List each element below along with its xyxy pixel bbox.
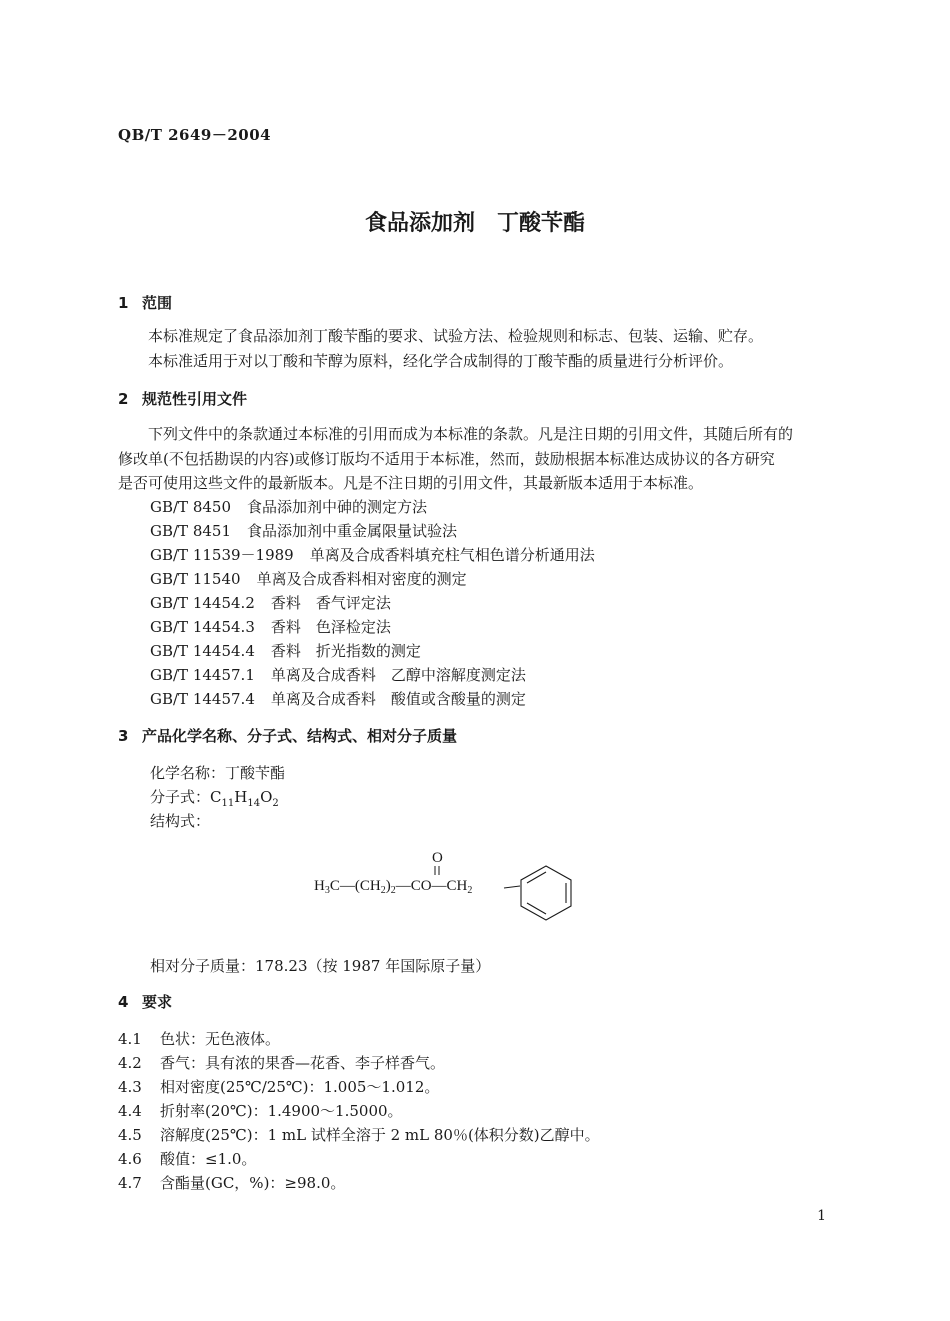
section-title: 范围 [142,294,173,312]
requirement-number: 4.7 [118,1174,142,1192]
reference-item [150,544,595,565]
section-number: 1 [118,294,129,312]
reference-title: 单离及合成香料 乙醇中溶解度测定法 [270,666,526,684]
section-title: 要求 [142,993,173,1011]
structural-formula [310,846,590,926]
benzene-ring [521,866,571,920]
requirement-item [118,1100,403,1121]
requirement-item [118,1076,439,1097]
reference-item [150,664,526,685]
reference-item [150,640,421,661]
document-title: 食品添加剂 丁酸苄酯 [364,211,585,236]
requirement-text: 色状：无色液体。 [160,1030,281,1048]
reference-title: 香料 色泽检定法 [270,618,391,636]
requirement-item [118,1028,280,1049]
chemical-name: 丁酸苄酯 [225,764,286,782]
requirement-number: 4.6 [118,1150,142,1168]
structure-label: 结构式： [150,812,211,830]
section-title: 规范性引用文件 [142,390,248,408]
paragraph: 本标准规定了食品添加剂丁酸苄酯的要求、试验方法、检验规则和标志、包装、运输、贮存。 [148,327,764,345]
standard-number: QB/T 2649－2004 [118,126,272,144]
page-number: 1 [817,1208,826,1224]
requirement-number: 4.4 [118,1102,142,1120]
reference-title: 食品添加剂中砷的测定方法 [247,498,428,516]
reference-code: GB/T 14454.3 [150,618,255,636]
reference-title: 香料 折光指数的测定 [270,642,421,660]
reference-title: 食品添加剂中重金属限量试验法 [247,522,458,540]
chemical-name-label: 化学名称： [150,764,226,782]
section-title: 产品化学名称、分子式、结构式、相对分子质量 [142,727,458,745]
requirement-item [118,1124,600,1145]
requirement-text: 含酯量(GC，%)：≥98.0。 [160,1174,346,1192]
reference-item [150,520,457,541]
reference-code: GB/T 8451 [150,522,232,540]
reference-item [150,688,526,709]
reference-item [150,592,391,613]
requirement-item [118,1052,445,1073]
reference-code: GB/T 14457.4 [150,690,255,708]
paragraph-line: 是否可使用这些文件的最新版本。凡是不注日期的引用文件，其最新版本适用于本标准。 [118,474,704,492]
reference-code: GB/T 14457.1 [150,666,255,684]
structure-chain: $H_3C—(CH_2)_2—CO—CH_2$ [314,878,473,896]
requirement-number: 4.5 [118,1126,142,1144]
requirement-text: 香气：具有浓的果香—花香、李子样香气。 [160,1054,446,1072]
reference-code: GB/T 11540 [150,570,241,588]
requirement-text: 相对密度(25℃/25℃)：1.005～1.012。 [160,1078,440,1096]
reference-item [150,616,391,637]
reference-title: 单离及合成香料相对密度的测定 [256,570,467,588]
requirement-item [118,1148,256,1169]
paragraph-line: 下列文件中的条款通过本标准的引用而成为本标准的条款。凡是注日期的引用文件，其随后所有的 [148,425,794,443]
molecular-mass: 相对分子质量：178.23（按 1987 年国际原子量） [150,957,491,975]
reference-item [150,496,427,517]
reference-title: 单离及合成香料填充柱气相色谱分析通用法 [309,546,595,564]
reference-title: 香料 香气评定法 [270,594,391,612]
formula-label: 分子式： [150,788,211,806]
section-4-heading [118,991,172,1012]
section-2-heading [118,388,247,409]
paragraph-line: 修改单(不包括勘误的内容)或修订版均不适用于本标准，然而，鼓励根据本标准达成协议的各方研究 [118,450,775,468]
requirement-text: 酸值：≤1.0。 [160,1150,257,1168]
reference-code: GB/T 11539－1989 [150,546,294,564]
carbonyl-oxygen: O [432,850,443,866]
reference-code: GB/T 14454.2 [150,594,255,612]
section-1-heading [118,292,172,313]
requirement-text: 溶解度(25℃)：1 mL 试样全溶于 2 mL 80％(体积分数)乙醇中。 [160,1126,600,1144]
reference-code: GB/T 8450 [150,498,232,516]
section-number: 3 [118,727,129,745]
requirement-number: 4.3 [118,1078,142,1096]
requirement-text: 折射率(20℃)：1.4900～1.5000。 [160,1102,403,1120]
paragraph: 本标准适用于对以丁酸和苄醇为原料，经化学合成制得的丁酸苄酯的质量进行分析评价。 [148,352,734,370]
requirement-number: 4.2 [118,1054,142,1072]
reference-title: 单离及合成香料 酸值或含酸量的测定 [270,690,526,708]
molecular-formula: $C_{11}H_{14}O_2$ [210,788,279,809]
section-number: 4 [118,993,129,1011]
reference-code: GB/T 14454.4 [150,642,255,660]
section-number: 2 [118,390,129,408]
requirement-number: 4.1 [118,1030,142,1048]
requirement-item [118,1172,345,1193]
section-3-heading [118,725,457,746]
chemical-name-line [150,762,285,783]
reference-item [150,568,467,589]
benzyl-bond [504,886,520,888]
molecular-formula-line [150,786,279,809]
